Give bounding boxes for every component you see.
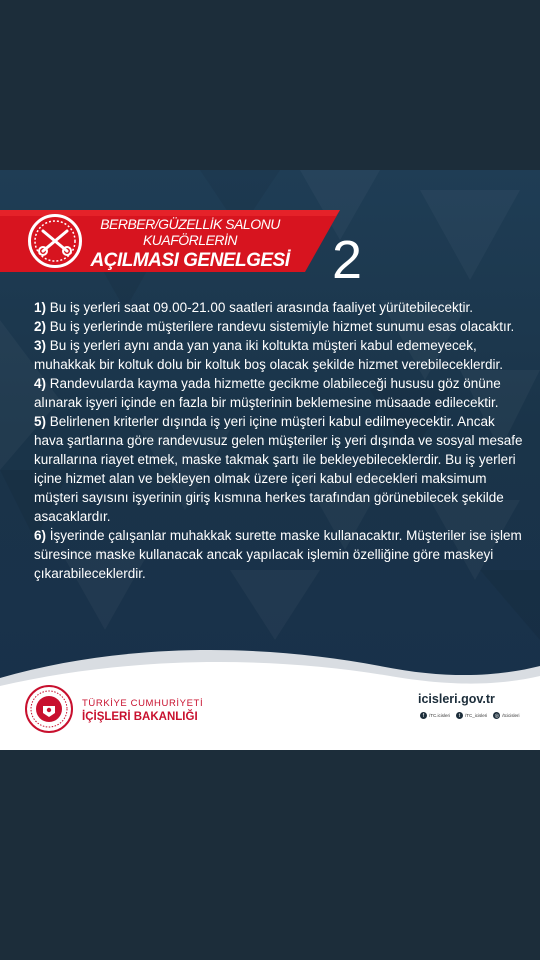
rule-number: 5) bbox=[34, 414, 47, 429]
social-handle: /tcicisleri bbox=[502, 713, 520, 718]
social-instagram[interactable] bbox=[493, 712, 519, 719]
ministry-seal-icon bbox=[24, 684, 74, 734]
banner-title-line3: AÇILMASI GENELGESİ bbox=[90, 250, 290, 271]
facebook-icon: f bbox=[420, 712, 427, 719]
rule-number: 1) bbox=[34, 300, 47, 315]
twitter-icon: t bbox=[456, 712, 463, 719]
banner-title bbox=[90, 216, 290, 272]
footer bbox=[0, 648, 540, 750]
instagram-icon: ◎ bbox=[494, 712, 499, 719]
rule-number: 2) bbox=[34, 319, 47, 334]
rule-number: 4) bbox=[34, 376, 47, 391]
rule-text: Bu iş yerlerinde müşterilere randevu sistemiyle hizmet sunumu esas olacaktır. bbox=[46, 319, 515, 334]
rule-item bbox=[34, 317, 524, 336]
social-handle: /TC.icisleri bbox=[429, 713, 450, 718]
scissors-icon bbox=[28, 214, 82, 268]
website-link[interactable]: icisleri.gov.tr bbox=[418, 692, 495, 706]
banner-title-line1: BERBER/GÜZELLİK SALONU bbox=[100, 216, 280, 232]
page-number: 2 bbox=[332, 230, 363, 290]
rule-item bbox=[34, 298, 524, 317]
rule-item bbox=[34, 374, 524, 412]
rule-text: İşyerinde çalışanlar muhakkak surette maske kullanacaktır. Müşteriler ise işlem süresince maske kullanacak ancak yapılacak işlemin özelliğine göre maskeyi çıkarabileceklerdir. bbox=[34, 528, 522, 581]
rule-text: Bu iş yerleri aynı anda yan yana iki koltukta müşteri kabul edemeyecek, muhakkak bir koltuk dolu bir koltuk boş olacak şekilde hizmet verebileceklerdir. bbox=[34, 338, 503, 372]
rule-text: Bu iş yerleri saat 09.00-21.00 saatleri arasında faaliyet yürütebilecektir. bbox=[46, 300, 473, 315]
ministry-line2: İÇİŞLERİ BAKANLIĞI bbox=[82, 711, 198, 723]
social-facebook[interactable] bbox=[420, 712, 450, 719]
rules-list bbox=[34, 298, 524, 583]
infographic-card bbox=[0, 170, 540, 750]
rule-number: 6) bbox=[34, 528, 47, 543]
social-handle: /TC_icisleri bbox=[465, 713, 488, 718]
rule-number: 3) bbox=[34, 338, 47, 353]
rule-item bbox=[34, 336, 524, 374]
social-links bbox=[420, 712, 520, 719]
rule-text: Belirlenen kriterler dışında iş yeri içine müşteri kabul edilmeyecektir. Ancak hava şartlarına göre randevusuz gelen müşteriler iş yeri dışında ve sosyal mesafe kurallarına riayet etmek, maske takmak şartı ile bekleyebileceklerdir. Bu iş yerleri içine hizmet alan ve bekleyen olmak üzere içeri kabul edecekleri maksimum müşteri sayısını işyerinin giriş kısmına herkes tarafından görünebilecek şekilde asacaklardır. bbox=[34, 414, 523, 524]
rule-text: Randevularda kayma yada hizmette gecikme olabileceği hususu göz önüne alınarak işyeri içinde en fazla bir müşterinin beklemesine müsaade edilecektir. bbox=[34, 376, 501, 410]
ministry-name bbox=[82, 698, 203, 724]
rule-item bbox=[34, 526, 524, 583]
banner-title-line2: KUAFÖRLERİN bbox=[142, 232, 238, 248]
rule-item bbox=[34, 412, 524, 526]
ministry-line1: TÜRKİYE CUMHURİYETİ bbox=[82, 698, 204, 709]
social-twitter[interactable] bbox=[456, 712, 487, 719]
